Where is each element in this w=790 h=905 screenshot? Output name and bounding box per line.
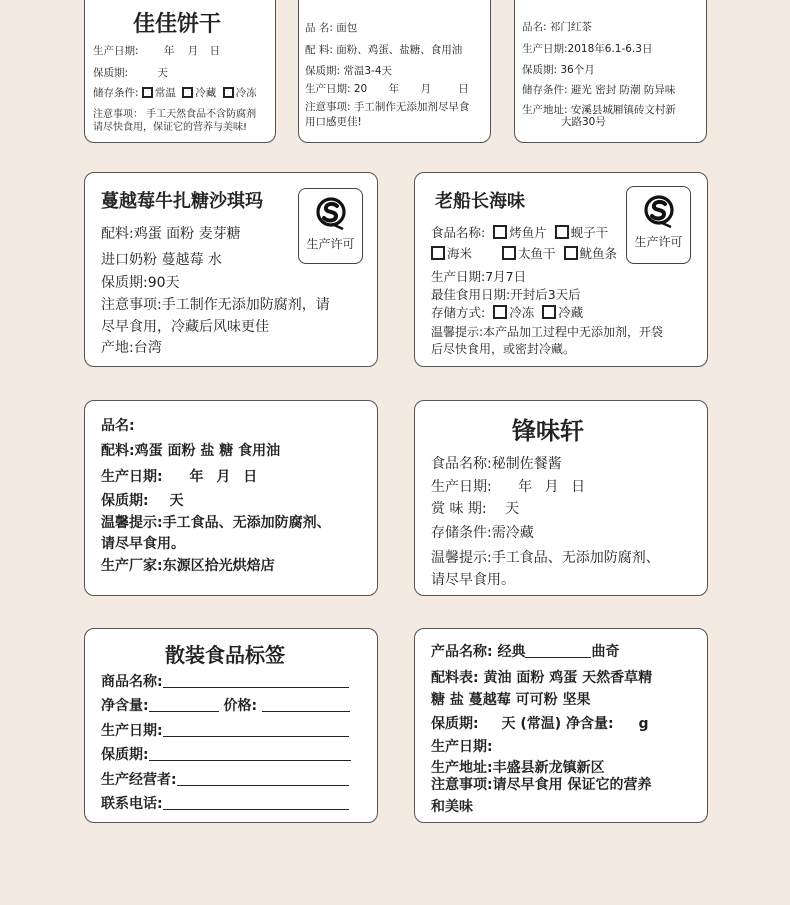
license-badge: [298, 188, 363, 264]
license-text: 生产许可: [306, 237, 355, 251]
origin-row: 产地:台湾: [101, 340, 162, 356]
label-title: 佳佳饼干: [133, 12, 222, 37]
product-name-row: 品名:: [101, 418, 135, 434]
checkbox-icon[interactable]: [493, 305, 507, 319]
best-before-row: 最佳食用日期:开封后3天后: [431, 287, 581, 302]
shelf-life-row: 保质期: 天 (常温) 净含量: g: [431, 716, 649, 732]
storage-row: 储存条件: 避光 密封 防潮 防异味: [522, 84, 676, 96]
label-card-classic-cookie: [414, 628, 708, 823]
shelf-life-row: 保质期: 36个月: [522, 64, 595, 76]
production-date-row: 生产日期: 年 月 日: [101, 469, 258, 485]
notice-line-1: 注意事项： 手工天然食品不含防腐剂: [93, 109, 257, 120]
label-card-cranberry-shaqima: [84, 172, 378, 367]
storage-row: 储存条件: 常温 冷藏 冷冻: [93, 87, 257, 99]
ingredients-line-2: 进口奶粉 蔓越莓 水: [101, 252, 222, 268]
ingredients-row: 配料:鸡蛋 面粉 盐 糖 食用油: [101, 443, 281, 459]
blank-line[interactable]: [525, 645, 591, 658]
qs-logo-icon: [316, 197, 346, 231]
shelf-life-row: 保质期:90天: [101, 275, 180, 291]
product-name-row: 品名: 祁门红茶: [522, 21, 592, 33]
label-title: 散装食品标签: [165, 643, 285, 667]
address-row: 生产地址:丰盛县新龙镇新区: [431, 760, 605, 776]
product-name-field: 商品名称:: [101, 671, 349, 691]
blank-line[interactable]: [163, 795, 349, 810]
ingredients-line-1: 配料表: 黄油 面粉 鸡蛋 天然香草精: [431, 670, 653, 686]
phone-field: 联系电话:: [101, 793, 349, 813]
label-title: 锋味轩: [512, 417, 584, 445]
label-card-jiajia-biscuit: [84, 0, 276, 143]
storage-row: 存储条件:需冷藏: [431, 525, 534, 541]
production-date-row: 生产日期:2018年6.1-6.3日: [522, 43, 653, 55]
ingredients-row: 配 料: 面粉、鸡蛋、盐糖、食用油: [305, 44, 463, 56]
tips-line-2: 后尽快食用，或密封冷藏。: [431, 342, 576, 356]
blank-line[interactable]: [149, 697, 219, 712]
notice-line-1: 注意事项:手工制作无添加防腐剂，请: [101, 297, 330, 313]
tips-line-1: 温馨提示:手工食品、无添加防腐剂、: [101, 515, 331, 531]
notice-line-2: 和美味: [431, 799, 473, 815]
label-title: 蔓越莓牛扎糖沙琪玛: [101, 191, 263, 212]
checkbox-icon[interactable]: [142, 87, 153, 98]
label-title: 老船长海味: [435, 191, 525, 212]
checkbox-icon[interactable]: [555, 225, 569, 239]
label-card-bulk-food: [84, 628, 378, 823]
label-card-bread: [298, 0, 491, 143]
blank-line[interactable]: [149, 746, 351, 761]
checkbox-icon[interactable]: [182, 87, 193, 98]
production-date-field: 生产日期:: [101, 720, 349, 740]
notice-line-1: 注意事项: 手工制作无添加剂尽早食: [305, 101, 470, 113]
product-name-row: 产品名称: 经典 曲奇: [431, 644, 620, 660]
label-card-shiguang-bakery: [84, 400, 378, 596]
producer-field: 生产经营者:: [101, 769, 349, 789]
food-name-row-1: 食品名称: 烤鱼片 蚬子干: [431, 225, 609, 240]
checkbox-icon[interactable]: [223, 87, 234, 98]
food-name-row-2: 海米 太鱼干 鱿鱼条: [431, 244, 617, 262]
production-date-row: 生产日期: 20 年 月 日: [305, 83, 469, 95]
storage-row: 存储方式: 冷冻 冷藏: [431, 305, 584, 320]
checkbox-icon[interactable]: [493, 225, 507, 239]
ingredients-line-2: 糖 盐 蔓越莓 可可粉 坚果: [431, 692, 591, 708]
tips-line-2: 请尽早食用。: [431, 572, 515, 588]
production-date-row: 生产日期: 年 月 日: [93, 45, 221, 57]
net-content-price-field: 净含量: 价格:: [101, 695, 350, 715]
notice-line-1: 注意事项:请尽早食用 保证它的营养: [431, 777, 652, 793]
shelf-life-row: 保质期: 常温3-4天: [305, 65, 393, 77]
notice-line-2: 用口感更佳!: [305, 116, 362, 128]
label-card-fengweixuan: [414, 400, 708, 596]
blank-line[interactable]: [163, 722, 349, 737]
blank-line[interactable]: [177, 771, 349, 786]
checkbox-icon[interactable]: [431, 246, 445, 260]
label-card-captain-seafood: [414, 172, 708, 367]
blank-line[interactable]: [262, 697, 350, 712]
label-card-keemun-tea: [514, 0, 707, 143]
ingredients-line-1: 配料:鸡蛋 面粉 麦芽糖: [101, 226, 241, 242]
notice-line-2: 尽早食用，冷藏后风味更佳: [101, 319, 269, 335]
tips-line-1: 温馨提示:本产品加工过程中无添加剂，开袋: [431, 325, 664, 339]
production-date-row: 生产日期:7月7日: [431, 269, 527, 284]
product-name-row: 品 名: 面包: [305, 22, 358, 34]
address-line-1: 生产地址: 安溪县城厢镇砖文村新: [522, 104, 676, 116]
notice-line-2: 请尽快食用，保证它的营养与美味!: [93, 122, 248, 133]
shelf-life-row: 保质期: 天: [101, 493, 184, 509]
tips-line-1: 温馨提示:手工食品、无添加防腐剂、: [431, 550, 660, 566]
production-date-row: 生产日期:: [431, 739, 493, 755]
license-text: 生产许可: [634, 235, 683, 249]
address-line-2: 大路30号: [561, 116, 606, 128]
checkbox-icon[interactable]: [564, 246, 578, 260]
production-date-row: 生产日期: 年 月 日: [431, 479, 586, 495]
manufacturer-row: 生产厂家:东源区拾光烘焙店: [101, 558, 275, 574]
food-name-row: 食品名称:秘制佐餐酱: [431, 456, 562, 472]
shelf-life-row: 保质期: 天: [93, 67, 168, 79]
checkbox-icon[interactable]: [502, 246, 516, 260]
taste-period-row: 赏 味 期: 天: [431, 501, 520, 517]
blank-line[interactable]: [163, 673, 349, 688]
shelf-life-field: 保质期:: [101, 744, 351, 764]
license-badge: [626, 186, 691, 264]
tips-line-2: 请尽早食用。: [101, 536, 185, 552]
checkbox-icon[interactable]: [542, 305, 556, 319]
qs-logo-icon: [644, 195, 674, 229]
